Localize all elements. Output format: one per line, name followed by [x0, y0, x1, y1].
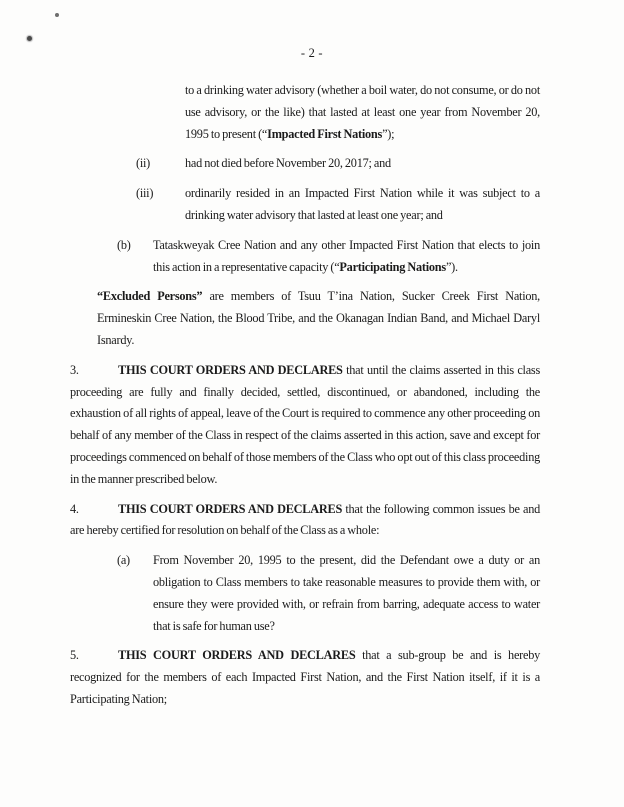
definition-text: are members of Tsuu T’ina Nation, Sucker Creek First Nation, Ermineskin Cree Nation, the Blood Tribe, and the Okanagan Indian Band, and Michael Daryl Isnardy.	[97, 289, 540, 347]
paragraph-number: 3.	[70, 362, 79, 377]
paragraph-text: that a sub-group be and is hereby recognized for the members of each Impacted First Nation, and the First Nation itself, if it is a Participating Nation;	[70, 648, 540, 706]
clause-iii-marker: (iii)	[136, 186, 154, 201]
clause-text: ordinarily resided in an Impacted First Nation while it was subject to a drinking water advisory that lasted at least one year; and	[185, 186, 540, 222]
paragraph-text: that the following common issues be and are hereby certified for resolution on behalf of the Class as a whole:	[70, 501, 541, 538]
scan-artifact-dot	[55, 13, 59, 17]
clause-text: ”).	[445, 259, 458, 274]
paragraph-number: 5.	[70, 648, 79, 663]
order-paragraph-4	[70, 499, 540, 543]
paragraph-number: 4.	[70, 501, 79, 516]
document-body	[70, 80, 540, 711]
defined-term-impacted-first-nations: Impacted First Nations	[267, 126, 383, 141]
clause-ii-marker: (ii)	[136, 156, 151, 171]
paragraph-text: that until the claims asserted in this class proceeding are fully and finally decided, settled, discontinued, or abandoned, including the exhaustion of all rights of appeal, leave of the Court is required to commence any other proceeding on behalf of any member of the Class in respect of the claims asserted in this action, save and except for proceedings commenced on behalf of those members of the Class who opt out of this class proceeding in the manner prescribed below.	[70, 362, 541, 486]
order-heading: THIS COURT ORDERS AND DECLARES	[118, 362, 343, 377]
clause-b-marker: (b)	[117, 237, 131, 252]
excluded-persons-definition	[97, 286, 540, 351]
clause-b	[117, 235, 540, 279]
clause-ii	[136, 153, 540, 175]
clause-iii	[136, 183, 540, 227]
order-paragraph-5	[70, 645, 540, 710]
clause-text: From November 20, 1995 to the present, did the Defendant owe a duty or an obligation to Class members to take reasonable measures to provide them with, or ensure they were provided with, or refrain from barring, adequate access to water that is safe for human use?	[153, 553, 540, 633]
page-number: - 2 -	[300, 46, 324, 60]
defined-term-excluded-persons: “Excluded Persons”	[97, 289, 203, 304]
order-heading: THIS COURT ORDERS AND DECLARES	[118, 648, 356, 663]
defined-term-participating-nations: Participating Nations	[339, 259, 446, 274]
order-paragraph-3	[70, 360, 540, 491]
scan-artifact-dot	[27, 36, 32, 41]
clause-text: ”);	[382, 126, 395, 141]
clause-text: Tataskweyak Cree Nation and any other Impacted First Nation that elects to join this action in a representative capacity (“	[153, 237, 540, 274]
clause-text: had not died before November 20, 2017; and	[185, 156, 391, 171]
clause-text: to a drinking water advisory (whether a boil water, do not consume, or do not use advisory, or the like) that lasted at least one year from November 20, 1995 to present (“	[185, 83, 540, 141]
common-issue-a	[117, 550, 540, 637]
order-heading: THIS COURT ORDERS AND DECLARES	[118, 501, 343, 516]
clause-a-marker: (a)	[117, 553, 130, 568]
clause-i-continuation	[185, 80, 540, 145]
